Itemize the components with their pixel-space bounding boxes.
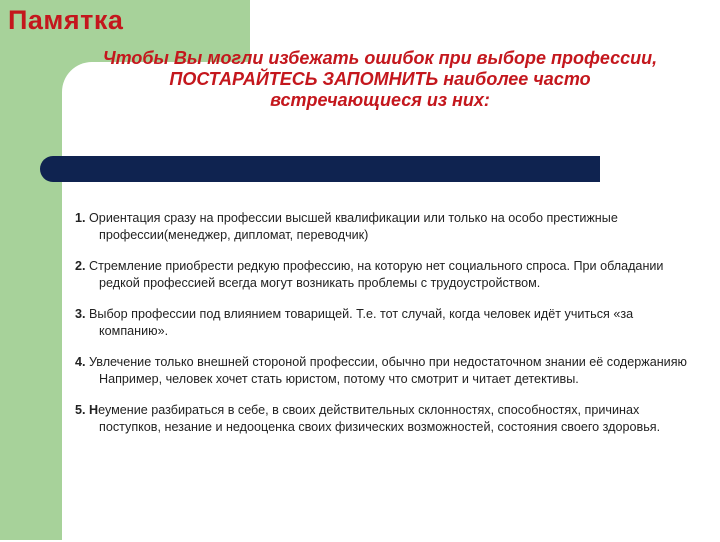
item-text: Ориентация сразу на профессии высшей квалификации или только на особо престижные профессии(менеджер, дипломат, переводчик): [85, 211, 618, 242]
list-item: [75, 354, 700, 388]
list-item: [75, 402, 700, 436]
item-number: 5.: [75, 403, 86, 417]
list-item: [75, 258, 700, 292]
item-text: Стремление приобрести редкую профессию, на которую нет социального спроса. При обладании редкой профессией всегда могут возникать проблемы с трудоустройством.: [85, 259, 664, 290]
decorative-divider-bar: [40, 156, 600, 182]
item-number: 4.: [75, 355, 86, 369]
mistakes-list: [75, 210, 700, 450]
item-text: еумение разбираться в себе, в своих действительных склонностях, способностях, причинах поступков, незание и недооценка своих физических возможностей, состояния своего здоровья.: [98, 403, 661, 434]
item-number: 2.: [75, 259, 86, 273]
list-item: [75, 306, 700, 340]
page-subtitle: Чтобы Вы могли избежать ошибок при выборе профессии, ПОСТАРАЙТЕСЬ ЗАПОМНИТЬ наиболее часто встречающиеся из них:: [102, 48, 658, 110]
list-item: [75, 210, 700, 244]
item-lead: Н: [85, 403, 99, 417]
page-title: Памятка: [8, 5, 124, 35]
item-number: 1.: [75, 211, 86, 225]
item-text: Увлечение только внешней стороной профессии, обычно при недостаточном знании её содержанияю Например, человек хочет стать юристом, потому что смотрит и читает детективы.: [85, 355, 687, 386]
item-number: 3.: [75, 307, 86, 321]
item-text: Выбор профессии под влиянием товарищей. Т.е. тот случай, когда человек идёт учиться «за компанию».: [85, 307, 634, 338]
